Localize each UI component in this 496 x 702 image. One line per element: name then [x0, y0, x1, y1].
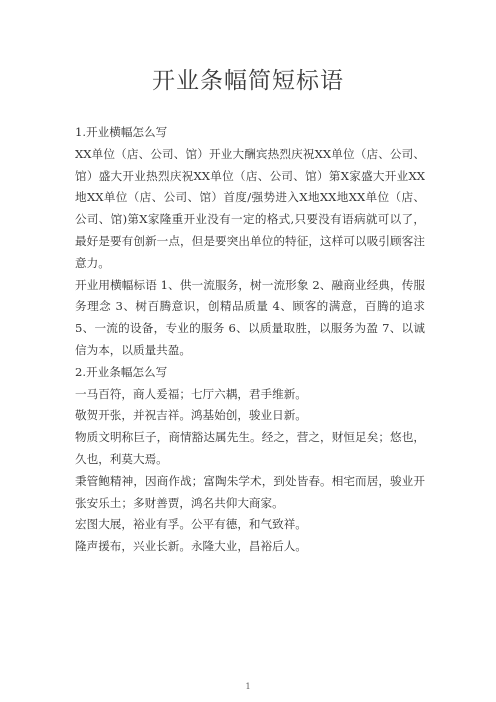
paragraph: 开业用横幅标语 1、供一流服务，树一流形象 2、融商业经典，传服务理念 3、树百腾意识，创精品质量 4、顾客的满意，百腾的追求 5、一流的设备，专业的服务 6、以质量取胜，以服务为盈 7、以诚信为本，以质量共盈。 — [75, 277, 425, 357]
section-heading: 1.开业横幅怎么写 — [75, 125, 168, 139]
paragraph: 隆声援布，兴业长新。永隆大业，昌裕后人。 — [75, 539, 307, 554]
paragraph: XX单位（店、公司、馆）开业大酬宾热烈庆祝XX单位（店、公司、馆）盛大开业热烈庆祝XX单位（店、公司、馆）第X家盛大开业XX地XX单位（店、公司、馆）首度/强势进入X地XX地XX单位（店、公司、馆)第X家隆重开业没有一定的格式,只要没有语病就可以了，最好是要有创新一点，但是要突出单位的特征，这样可以吸引顾客注意力。 — [75, 146, 425, 270]
section-heading: 2.开业条幅怎么写 — [75, 364, 168, 379]
document-body — [75, 122, 425, 558]
paragraph: 宏图大展，裕业有孚。公平有德，和气致祥。 — [75, 517, 307, 532]
page-number: 1 — [245, 682, 251, 691]
paragraph: 物质文明称巨子，商情豁达属先生。经之，营之，财恒足矣；悠也，久也，利莫大焉。 — [75, 430, 425, 466]
document-title: 开业条幅简短标语 — [152, 68, 344, 94]
paragraph: 一马百符，商人爰福；七厅六耦，君手维新。 — [75, 386, 307, 401]
paragraph: 秉管鲍精神，因商作战；富陶朱学术，到处皆春。相宅而居，骏业开张安乐土；多财善贾，鸿名共仰大商家。 — [75, 473, 425, 510]
paragraph: 敬贺开张，并祝吉祥。鸿基始创，骏业日新。 — [75, 408, 307, 423]
